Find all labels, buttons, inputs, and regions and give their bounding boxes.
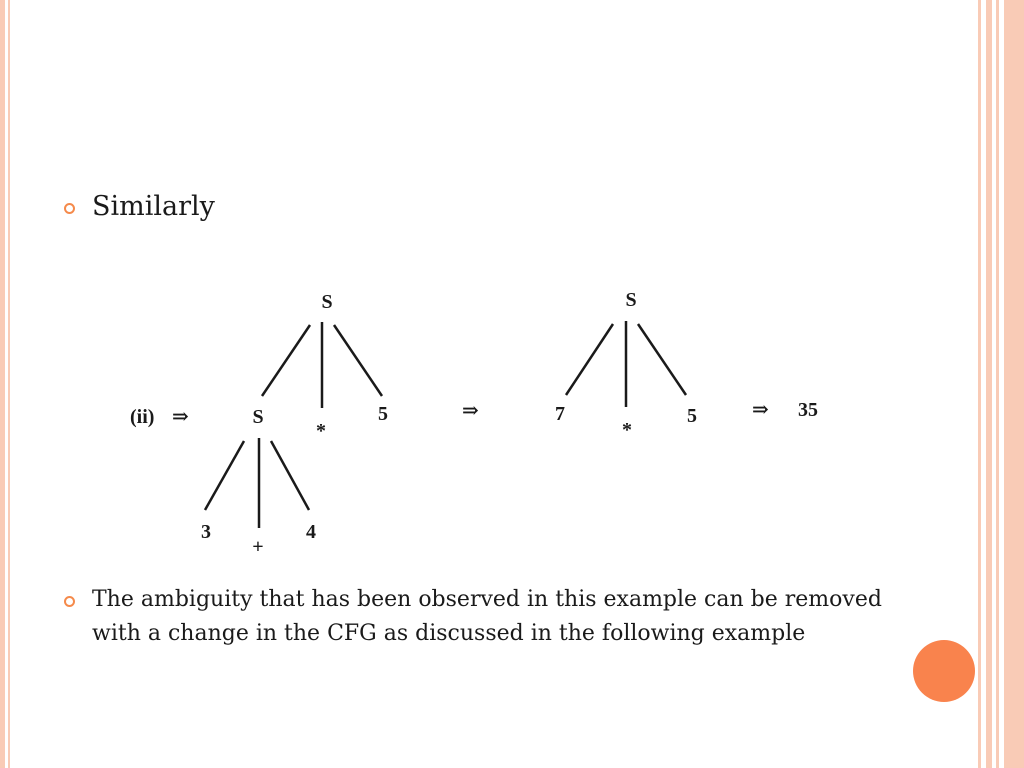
tree2-edge-left — [566, 324, 613, 395]
subtree-child-4: 4 — [306, 521, 316, 543]
bullet-icon-2 — [64, 596, 75, 607]
tree1-child-star: * — [316, 420, 326, 442]
tree1-edge-right — [334, 325, 382, 396]
bullet-text-ambiguity: The ambiguity that has been observed in this example can be removed with a change in the CFG as discussed in the following example — [92, 587, 882, 646]
tree2-child-7: 7 — [555, 403, 565, 425]
subtree-edge-left — [205, 441, 244, 510]
subtree-edge-right — [271, 441, 309, 510]
tree2-edge-right — [638, 324, 686, 395]
derives-arrow-1: ⇒ — [172, 406, 189, 428]
tree2-root: S — [625, 289, 637, 311]
derivation-label: (ii) — [130, 406, 155, 428]
tree1-edge-left — [262, 325, 310, 396]
subtree-child-3: 3 — [201, 521, 211, 543]
result-value: 35 — [798, 399, 818, 421]
decorative-orb — [913, 640, 975, 702]
tree1-child-5: 5 — [378, 403, 388, 425]
tree2-child-5: 5 — [687, 405, 697, 427]
tree2-child-star: * — [622, 419, 632, 441]
tree1-child-s: S — [252, 406, 264, 428]
tree1-root: S — [321, 291, 333, 313]
bullet-text-similarly: Similarly — [92, 191, 215, 222]
derives-arrow-2: ⇒ — [462, 400, 479, 422]
subtree-child-plus: + — [252, 536, 264, 558]
derives-arrow-3: ⇒ — [752, 399, 769, 421]
